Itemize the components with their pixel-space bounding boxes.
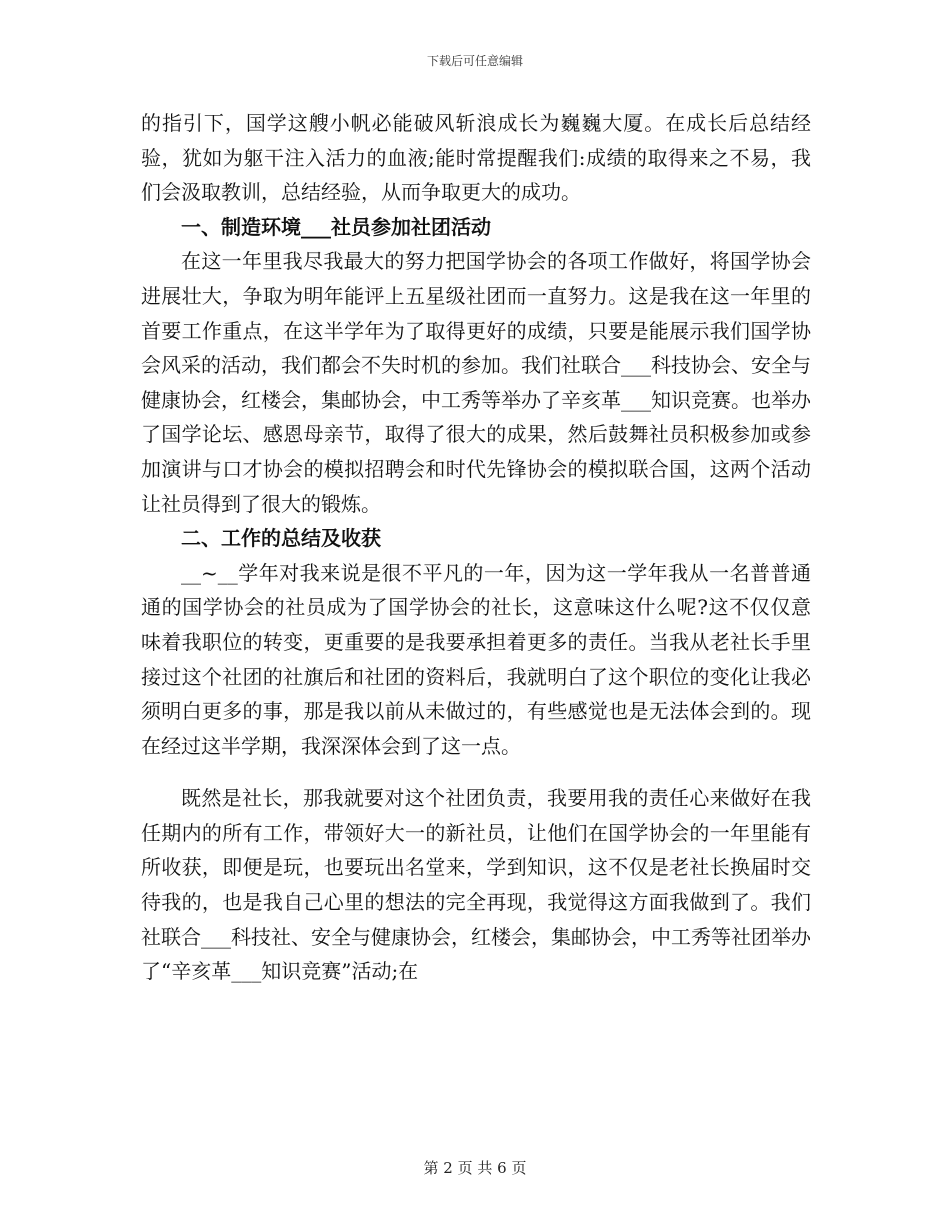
section-heading-2: 二、工作的总结及收获 [181, 526, 381, 551]
paragraph-spacer [141, 763, 811, 781]
page-header: 下载后可任意编辑 [426, 54, 523, 68]
section-heading-1: 一、制造环境___社员参加社团活动 [181, 214, 491, 239]
page-footer: 第 2 页 共 6 页 [423, 1159, 527, 1177]
paragraph-intro: 的指引下，国学这艘小帆必能破风斩浪成长为巍巍大厦。在成长后总结经验，犹如为躯干注入活力的血液;能时常提醒我们:成绩的取得来之不易，我们会汲取教训，总结经验，从而争取更大的成功。 [141, 111, 811, 205]
paragraph-responsibility: 既然是社长，那我就要对这个社团负责，我要用我的责任心来做好在我任期内的所有工作，带领好大一的新社员，让他们在国学协会的一年里能有所收获，即便是玩，也要玩出名堂来，学到知识，这不仅是老社长换届时交待我的，也是我自己心里的想法的完全再现，我觉得这方面我做到了。我们社联合___科技社、安全与健康协会，红楼会，集邮协会，中工秀等社团举办了“辛亥革___知识竞赛”活动;在 [141, 786, 811, 984]
paragraph-summary: __~__学年对我来说是很不平凡的一年，因为这一学年我从一名普普通通的国学协会的社员成为了国学协会的社长，这意味这什么呢?这不仅仅意味着我职位的转变，更重要的是我要承担着更多的责任。当我从老社长手里接过这个社团的社旗后和社团的资料后，我就明白了这个职位的变化让我必须明白更多的事，那是我以前从未做过的，有些感觉也是无法体会到的。现在经过这半学期，我深深体会到了这一点。 [141, 560, 811, 758]
paragraph-activities: 在这一年里我尽我最大的努力把国学协会的各项工作做好，将国学协会进展壮大，争取为明年能评上五星级社团而一直努力。这是我在这一年里的首要工作重点，在这半学年为了取得更好的成绩，只要是能展示我们国学协会风采的活动，我们都会不失时机的参加。我们社联合___科技协会、安全与健康协会，红楼会，集邮协会，中工秀等举办了辛亥革___知识竞赛。也举办了国学论坛、感恩母亲节，取得了很大的成果，然后鼓舞社员积极参加或参加演讲与口才协会的模拟招聘会和时代先锋协会的模拟联合国，这两个活动让社员得到了很大的锻炼。 [141, 249, 811, 516]
document-body [141, 106, 811, 989]
